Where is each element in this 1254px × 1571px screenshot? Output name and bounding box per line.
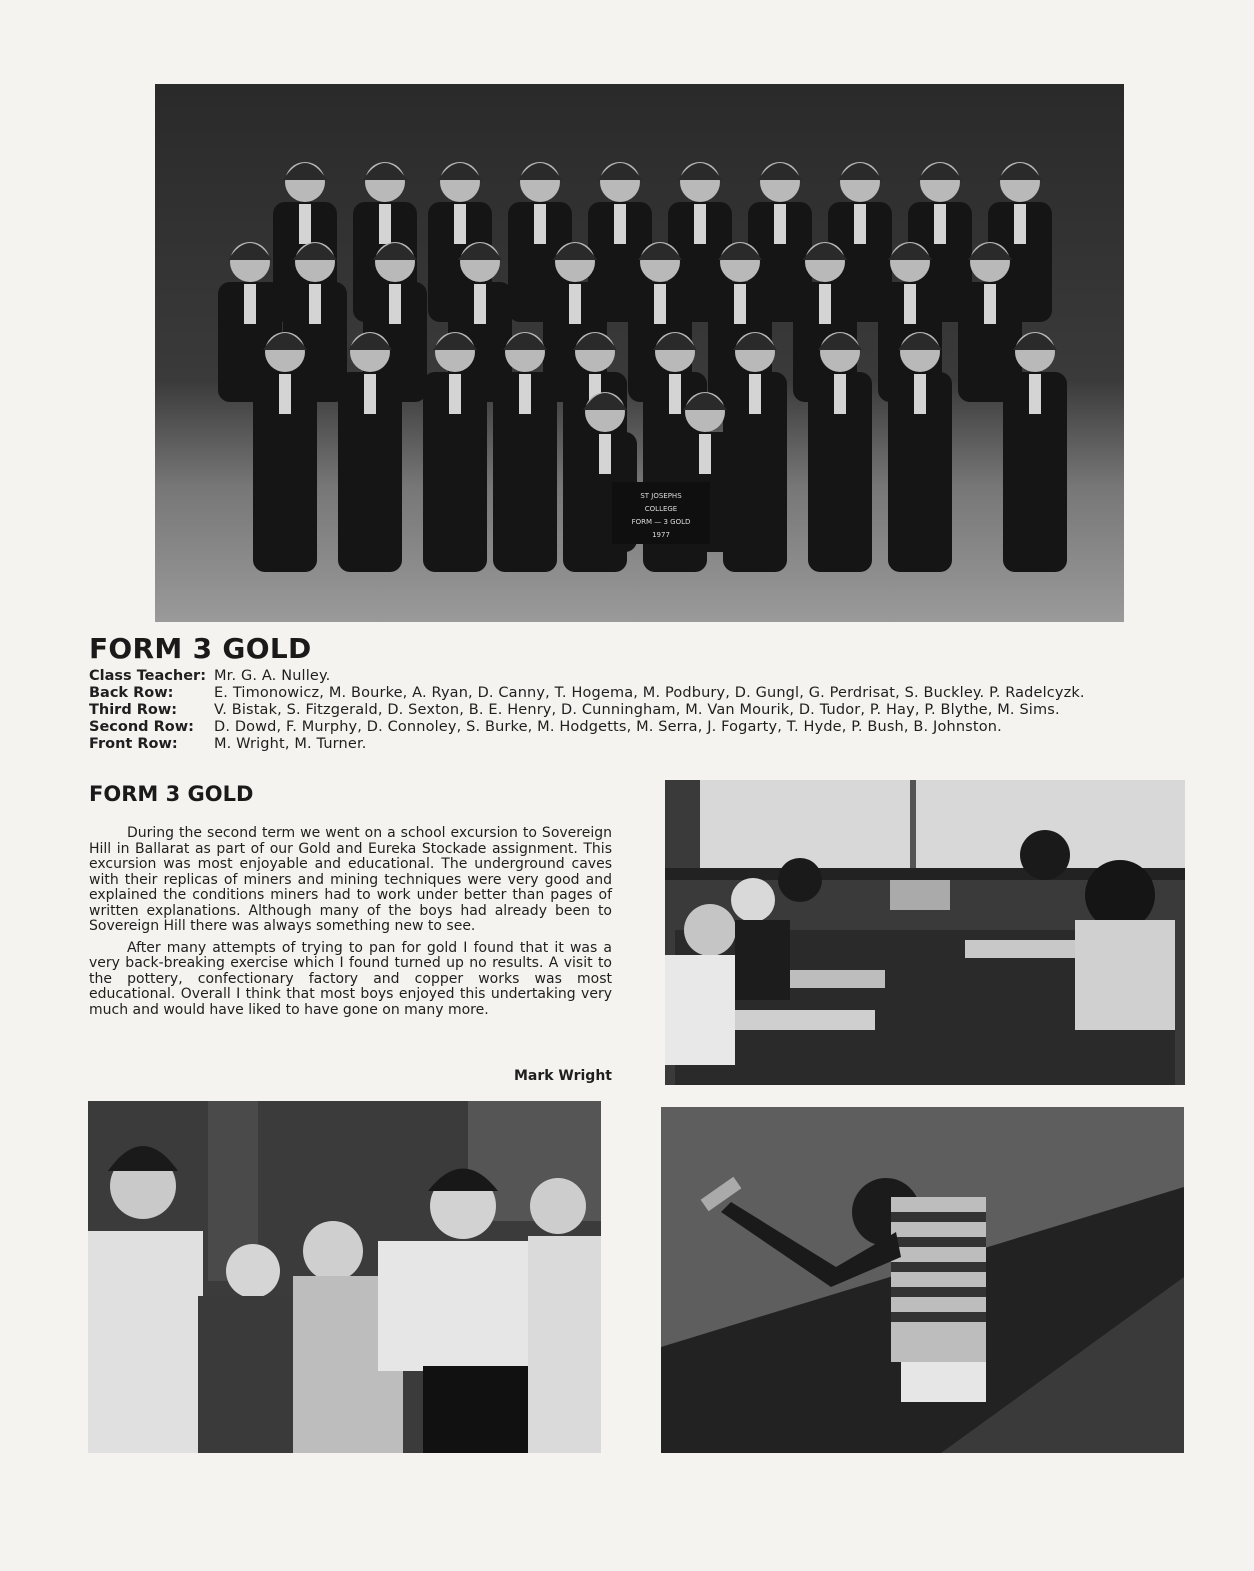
roster-names: Mr. G. A. Nulley. xyxy=(214,668,331,684)
article-author: Mark Wright xyxy=(513,1068,612,1084)
article-paragraph: During the second term we went on a school excursion to Sovereign Hill in Ballarat as part of our Gold and Eureka Stockade assignment. This excursion was most enjoyable and educational. The underground caves with their replicas of miners and mining techniques were very good and explained the conditions miners had to work under better than pages of written explanations. Although many of the boys had already been to Sovereign Hill there was always something new to see. xyxy=(89,825,612,934)
svg-text:1977: 1977 xyxy=(652,531,670,539)
class-sign xyxy=(612,482,710,544)
article-body xyxy=(89,826,612,1024)
group-photo xyxy=(88,1101,601,1453)
roster-row-teacher xyxy=(89,668,1199,685)
svg-text:FORM — 3 GOLD: FORM — 3 GOLD xyxy=(631,518,691,526)
roster-row-front xyxy=(89,736,1199,753)
class-roster xyxy=(89,668,1199,753)
roster-row-third xyxy=(89,702,1199,719)
roster-label: Back Row: xyxy=(89,685,174,701)
roster-label: Class Teacher: xyxy=(89,668,206,684)
article-heading: FORM 3 GOLD xyxy=(89,782,254,806)
roster-names: E. Timonowicz, M. Bourke, A. Ryan, D. Canny, T. Hogema, M. Podbury, D. Gungl, G. Perdrisat, S. Buckley. P. Radelcyzk. xyxy=(214,685,1085,701)
svg-text:COLLEGE: COLLEGE xyxy=(644,505,678,513)
roster-row-second xyxy=(89,719,1199,736)
roster-label: Third Row: xyxy=(89,702,178,718)
page-title: FORM 3 GOLD xyxy=(89,632,312,665)
article-paragraph: After many attempts of trying to pan for gold I found that it was a very back-breaking exercise which I found turned up no results. A visit to the pottery, confectionary factory and copper works was most educational. Overall I think that most boys enjoyed this undertaking very much and would have liked to have gone on many more. xyxy=(89,939,612,1018)
class-group-photo xyxy=(155,84,1124,622)
roster-names: D. Dowd, F. Murphy, D. Connoley, S. Burke, M. Hodgetts, M. Serra, J. Fogarty, T. Hyde, P. Bush, B. Johnston. xyxy=(214,719,1002,735)
classroom-photo xyxy=(665,780,1185,1085)
action-photo xyxy=(661,1107,1184,1453)
roster-label: Front Row: xyxy=(89,736,178,752)
roster-label: Second Row: xyxy=(89,719,194,735)
roster-row-back xyxy=(89,685,1199,702)
roster-names: M. Wright, M. Turner. xyxy=(214,736,367,752)
svg-text:ST JOSEPHS: ST JOSEPHS xyxy=(640,492,682,500)
roster-names: V. Bistak, S. Fitzgerald, D. Sexton, B. E. Henry, D. Cunningham, M. Van Mourik, D. Tudor, P. Hay, P. Blythe, M. Sims. xyxy=(214,702,1060,718)
